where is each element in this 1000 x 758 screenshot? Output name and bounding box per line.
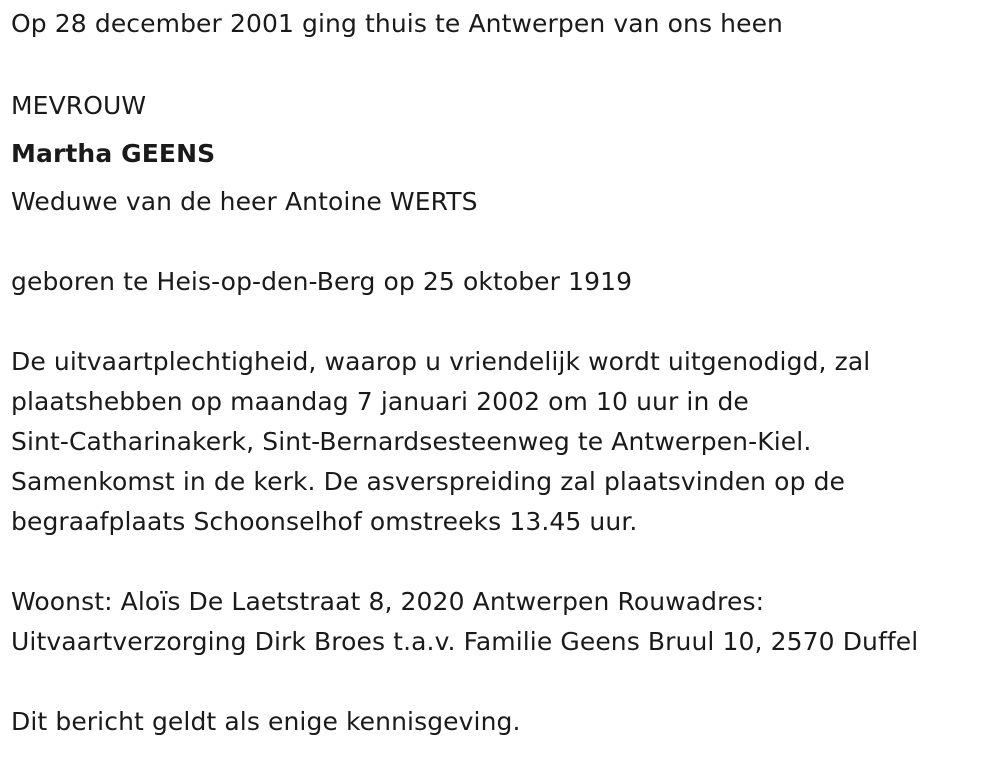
ceremony-line: plaatshebben op maandag 7 januari 2002 om 10 uur in de bbox=[11, 387, 749, 416]
salutation: MEVROUW bbox=[11, 91, 147, 120]
ceremony-line: De uitvaartplechtigheid, waarop u vriendelijk wordt uitgenodigd, zal bbox=[11, 347, 871, 376]
ceremony-line: Samenkomst in de kerk. De asverspreiding zal plaatsvinden op de bbox=[11, 467, 846, 496]
ceremony-line: Sint-Catharinakerk, Sint-Bernardsesteenweg te Antwerpen-Kiel. bbox=[11, 427, 812, 456]
address-line: Woonst: Aloïs De Laetstraat 8, 2020 Antwerpen Rouwadres: bbox=[11, 587, 765, 616]
deceased-name: Martha GEENS bbox=[11, 139, 216, 168]
closing-line: Dit bericht geldt als enige kennisgeving. bbox=[11, 707, 521, 736]
widow-line: Weduwe van de heer Antoine WERTS bbox=[11, 187, 478, 216]
address-line: Uitvaartverzorging Dirk Broes t.a.v. Familie Geens Bruul 10, 2570 Duffel bbox=[11, 627, 919, 656]
birth-line: geboren te Heis-op-den-Berg op 25 oktober 1919 bbox=[11, 267, 633, 296]
ceremony-line: begraafplaats Schoonselhof omstreeks 13.45 uur. bbox=[11, 507, 638, 536]
intro-line: Op 28 december 2001 ging thuis te Antwerpen van ons heen bbox=[11, 9, 784, 38]
